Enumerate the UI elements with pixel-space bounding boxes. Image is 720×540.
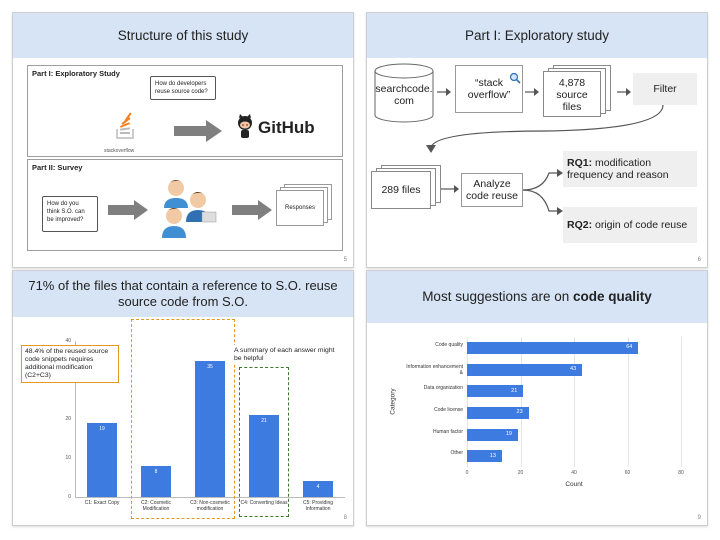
- x-gridline: [628, 337, 629, 467]
- x-gridline: [681, 337, 682, 467]
- slide-title-plain: Most suggestions are on: [422, 289, 570, 304]
- rq2-box: [563, 207, 697, 243]
- bar-value-label: 21: [261, 418, 267, 425]
- part1-panel: [27, 65, 343, 157]
- bar: [467, 342, 638, 354]
- bar-value-label: 4: [316, 484, 320, 491]
- part2-label: Part II: Survey: [32, 163, 83, 172]
- bar-value-label: 13: [489, 452, 496, 459]
- bar-value-label: 19: [99, 425, 105, 432]
- arrow-right-icon: [525, 87, 539, 97]
- x-tick-label: 40: [571, 470, 577, 476]
- x-axis-title: Count: [565, 481, 583, 488]
- search-icon: [509, 72, 521, 84]
- bar-value-label: 35: [207, 363, 213, 370]
- slide-title-bold: code quality: [573, 289, 652, 304]
- highlight-orange: [131, 319, 235, 519]
- github-octocat-icon: [234, 114, 256, 140]
- github-wordmark: GitHub: [258, 118, 315, 137]
- x-gridline: [521, 337, 522, 467]
- page-number: 8: [343, 515, 347, 521]
- arrow-right-icon: [232, 200, 272, 220]
- x-tick-label: 80: [678, 470, 684, 476]
- rq1-bold: RQ1:: [567, 157, 593, 169]
- slide-title: Part I: Exploratory study: [367, 13, 707, 58]
- page-number: 9: [697, 515, 701, 521]
- x-tick-label: 20: [517, 470, 524, 476]
- rq2-text: [567, 219, 687, 231]
- arrow-right-icon: [437, 87, 451, 97]
- rq1-text: [567, 157, 693, 181]
- y-tick-label: Human factor: [432, 428, 463, 435]
- analyze-box: [461, 173, 523, 207]
- highlight-green: [239, 367, 289, 517]
- bar: [467, 364, 582, 376]
- suggestions-bar-chart: [367, 323, 708, 526]
- rq1-box: [563, 151, 697, 187]
- part2-question-bubble: How do you think S.O. can be improved?: [42, 196, 98, 232]
- y-tick-label: 10: [65, 455, 71, 461]
- x-tick-label: 0: [465, 470, 469, 476]
- bar-value-label: 64: [626, 344, 633, 351]
- stackoverflow-wordmark: stackoverflow: [104, 148, 135, 154]
- files289-stack: [371, 165, 443, 213]
- x-gridline: [467, 337, 468, 467]
- y-tick-label: 20: [65, 416, 71, 422]
- filter-label: Filter: [653, 83, 677, 95]
- note-summary: A summary of each answer might be helpful: [231, 345, 341, 365]
- responses-label: Responses: [276, 190, 324, 226]
- arrow-right-icon: [617, 87, 631, 97]
- rq1-desc: modification frequency and reason: [567, 157, 669, 181]
- bar: [87, 423, 117, 497]
- y-tick-label: Code quality: [435, 341, 463, 348]
- bar-value-label: 19: [505, 431, 512, 437]
- y-tick-label: Data organization: [423, 385, 463, 392]
- slide-exploratory[interactable]: [366, 12, 708, 268]
- note-modification: 48.4% of the reused source code snippets requires additional modification (C2+C3): [21, 345, 119, 383]
- bar-value-label: 23: [516, 409, 523, 416]
- y-tick-label: 40: [65, 338, 71, 344]
- part1-label: Part I: Exploratory Study: [32, 69, 120, 78]
- slide-structure[interactable]: [12, 12, 354, 268]
- slide-title: Structure of this study: [13, 13, 353, 58]
- survey-participants-icon: [156, 176, 222, 240]
- page-number: 5: [343, 257, 347, 263]
- slide-reuse-chart[interactable]: [12, 270, 354, 526]
- x-tick-label: 60: [624, 470, 631, 476]
- x-tick-label: C1: Exact Copy: [84, 500, 120, 506]
- y-tick-label: Other: [450, 450, 463, 457]
- x-tick-label: C4: Converting Ideas: [240, 500, 288, 506]
- y-tick-label: Code license: [434, 406, 463, 413]
- branch-arrows: [523, 163, 565, 223]
- arrow-right-icon: [441, 184, 459, 194]
- page-number: 6: [697, 257, 701, 263]
- filter-box: [633, 73, 697, 105]
- query-label: “stack overflow”: [467, 77, 511, 101]
- bar: [467, 450, 502, 462]
- source-files-label: 4,878 source files: [543, 71, 601, 117]
- slide-title: 71% of the files that contain a reference to S.O. reuse source code from S.O.: [13, 271, 353, 317]
- x-tick-label: C5: Providing Information: [302, 500, 333, 512]
- x-gridline: [574, 337, 575, 467]
- connector-arrow: [407, 105, 669, 155]
- y-axis-title: Category: [389, 388, 397, 415]
- slide-title: [367, 271, 707, 323]
- stackoverflow-logo: [106, 108, 146, 148]
- x-tick-label: C2: Cosmetic Modification: [140, 500, 171, 512]
- database-label: searchcode. com: [375, 83, 433, 107]
- bar-value-label: 21: [511, 387, 518, 394]
- part1-question-bubble: How do developers reuse source code?: [150, 76, 216, 100]
- slide-suggestions-chart[interactable]: [366, 270, 708, 526]
- bar-value-label: 8: [154, 468, 158, 475]
- rq2-bold: RQ2:: [567, 219, 593, 231]
- responses-stack: [276, 190, 332, 230]
- rq2-desc: origin of code reuse: [592, 219, 688, 231]
- x-tick-label: C3: Non-cosmetic modification: [190, 500, 230, 512]
- bar-value-label: 43: [570, 366, 577, 372]
- y-tick-label: 0: [68, 494, 71, 500]
- part2-panel: [27, 159, 343, 251]
- analyze-label: Analyze code reuse: [466, 178, 518, 202]
- y-tick-label: Information enhancement &: [406, 363, 463, 376]
- arrow-right-icon: [108, 200, 148, 220]
- arrow-right-icon: [174, 120, 222, 142]
- files289-label: 289 files: [371, 171, 431, 209]
